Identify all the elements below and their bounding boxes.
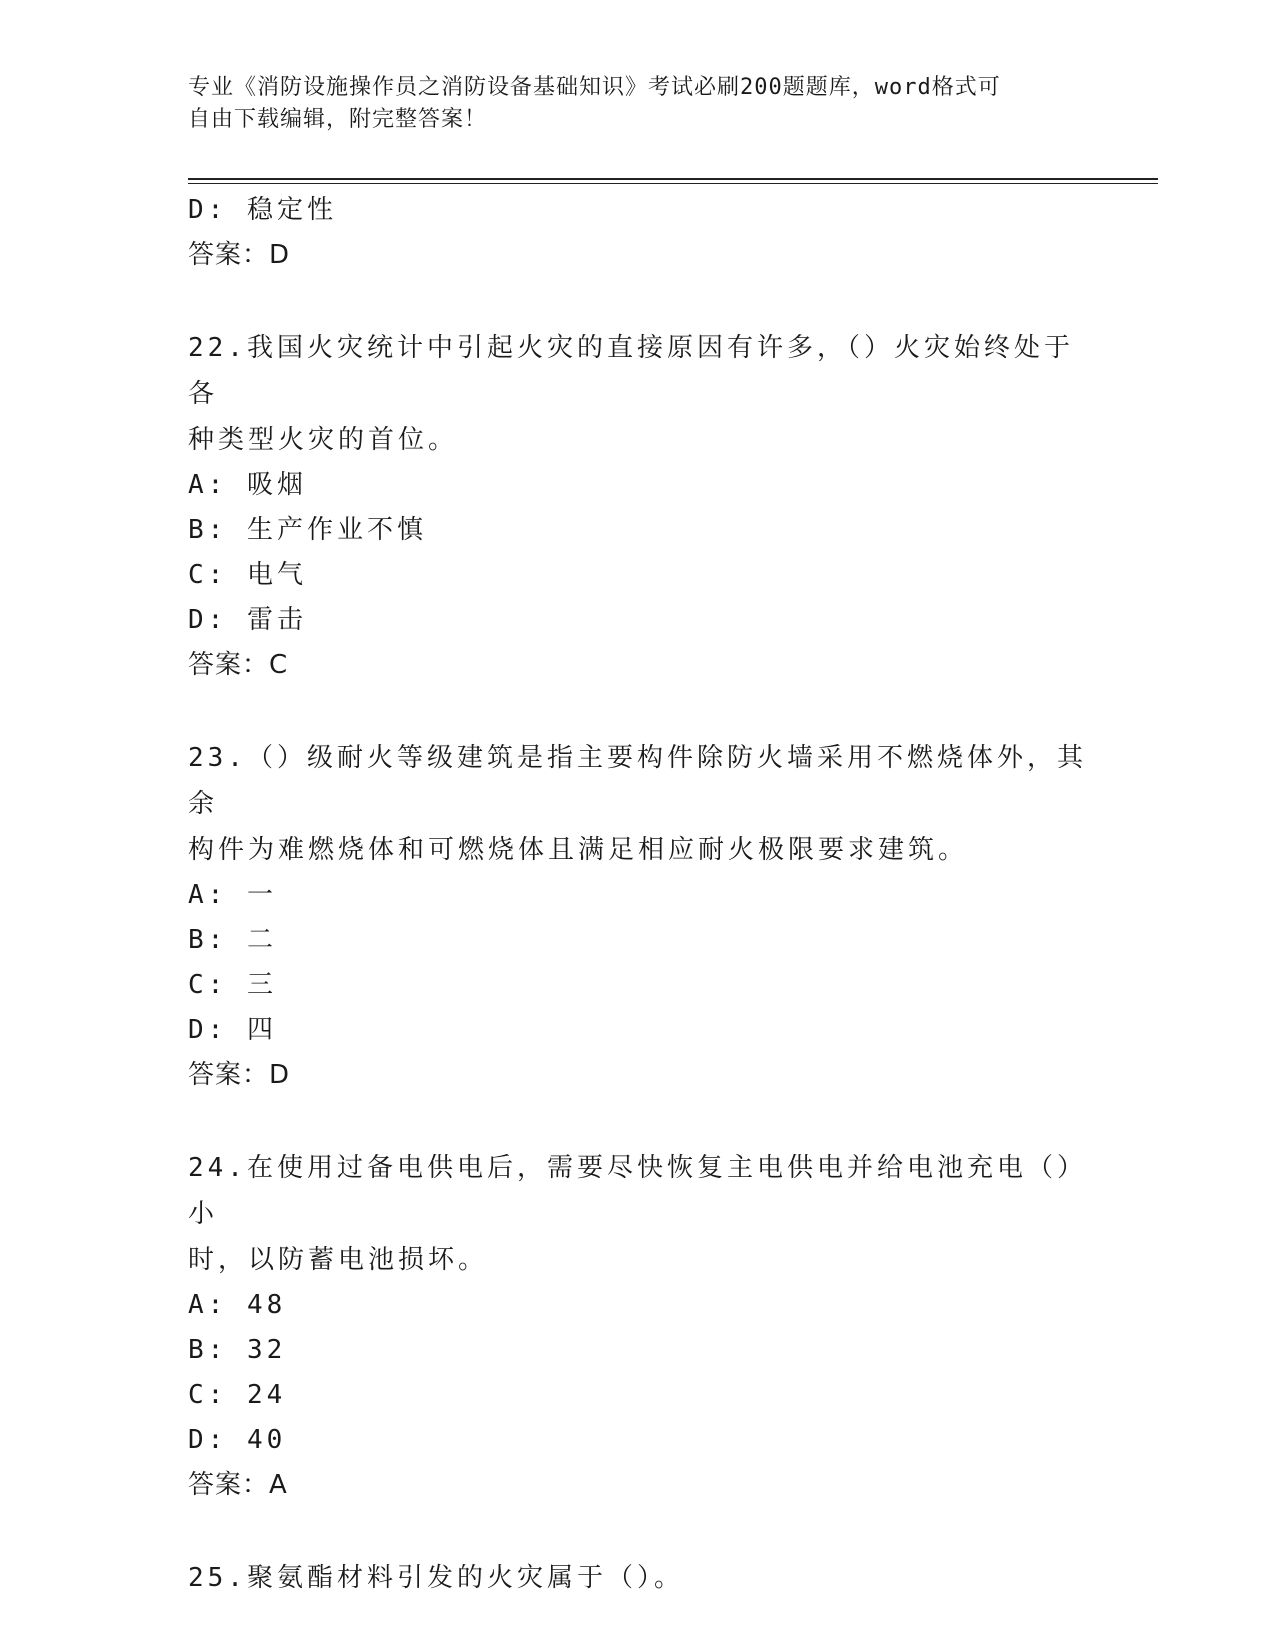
answer-line: 答案：A	[188, 1470, 288, 1500]
question-stem-line-1: 24.在使用过备电供电后，需要尽快恢复主电供电并给电池充电（）小	[188, 1153, 1087, 1229]
header-divider-thick	[188, 178, 1158, 180]
question-24	[188, 1145, 1088, 1508]
header-line-2: 自由下载编辑，附完整答案！	[188, 107, 488, 132]
previous-question-tail	[188, 188, 1088, 278]
question-stem-line-2: 构件为难燃烧体和可燃烧体且满足相应耐火极限要求建筑。	[188, 835, 969, 865]
option-a: A: 一	[188, 880, 277, 910]
answer-line: 答案：C	[188, 650, 289, 680]
option-b: B: 32	[188, 1335, 287, 1365]
header-divider-thin	[188, 183, 1158, 184]
option-d: D: 雷击	[188, 605, 307, 635]
question-stem-line-1: 25.聚氨酯材料引发的火灾属于（）。	[188, 1563, 684, 1593]
question-22	[188, 325, 1088, 688]
question-stem-line-1: 22.我国火灾统计中引起火灾的直接原因有许多，（）火灾始终处于各	[188, 333, 1074, 409]
option-d: D: 稳定性	[188, 195, 337, 225]
option-c: C: 三	[188, 970, 277, 1000]
answer-line: 答案：D	[188, 240, 291, 270]
question-stem-line-2: 时，以防蓄电池损坏。	[188, 1245, 489, 1275]
header-line-1: 专业《消防设施操作员之消防设备基础知识》考试必刷200题题库，word格式可	[188, 75, 1001, 100]
option-c: C: 电气	[188, 560, 307, 590]
question-stem-line-1: 23.（）级耐火等级建筑是指主要构件除防火墙采用不燃烧体外，其余	[188, 743, 1087, 819]
option-d: D: 40	[188, 1425, 287, 1455]
question-25	[188, 1555, 1088, 1601]
answer-line: 答案：D	[188, 1060, 291, 1090]
option-a: A: 吸烟	[188, 470, 307, 500]
question-23	[188, 735, 1088, 1098]
option-a: A: 48	[188, 1290, 287, 1320]
option-b: B: 生产作业不慎	[188, 515, 427, 545]
option-c: C: 24	[188, 1380, 287, 1410]
question-stem-line-2: 种类型火灾的首位。	[188, 425, 459, 455]
question-list	[188, 188, 1088, 1601]
option-d: D: 四	[188, 1015, 277, 1045]
option-b: B: 二	[188, 925, 277, 955]
document-header	[188, 72, 1068, 136]
